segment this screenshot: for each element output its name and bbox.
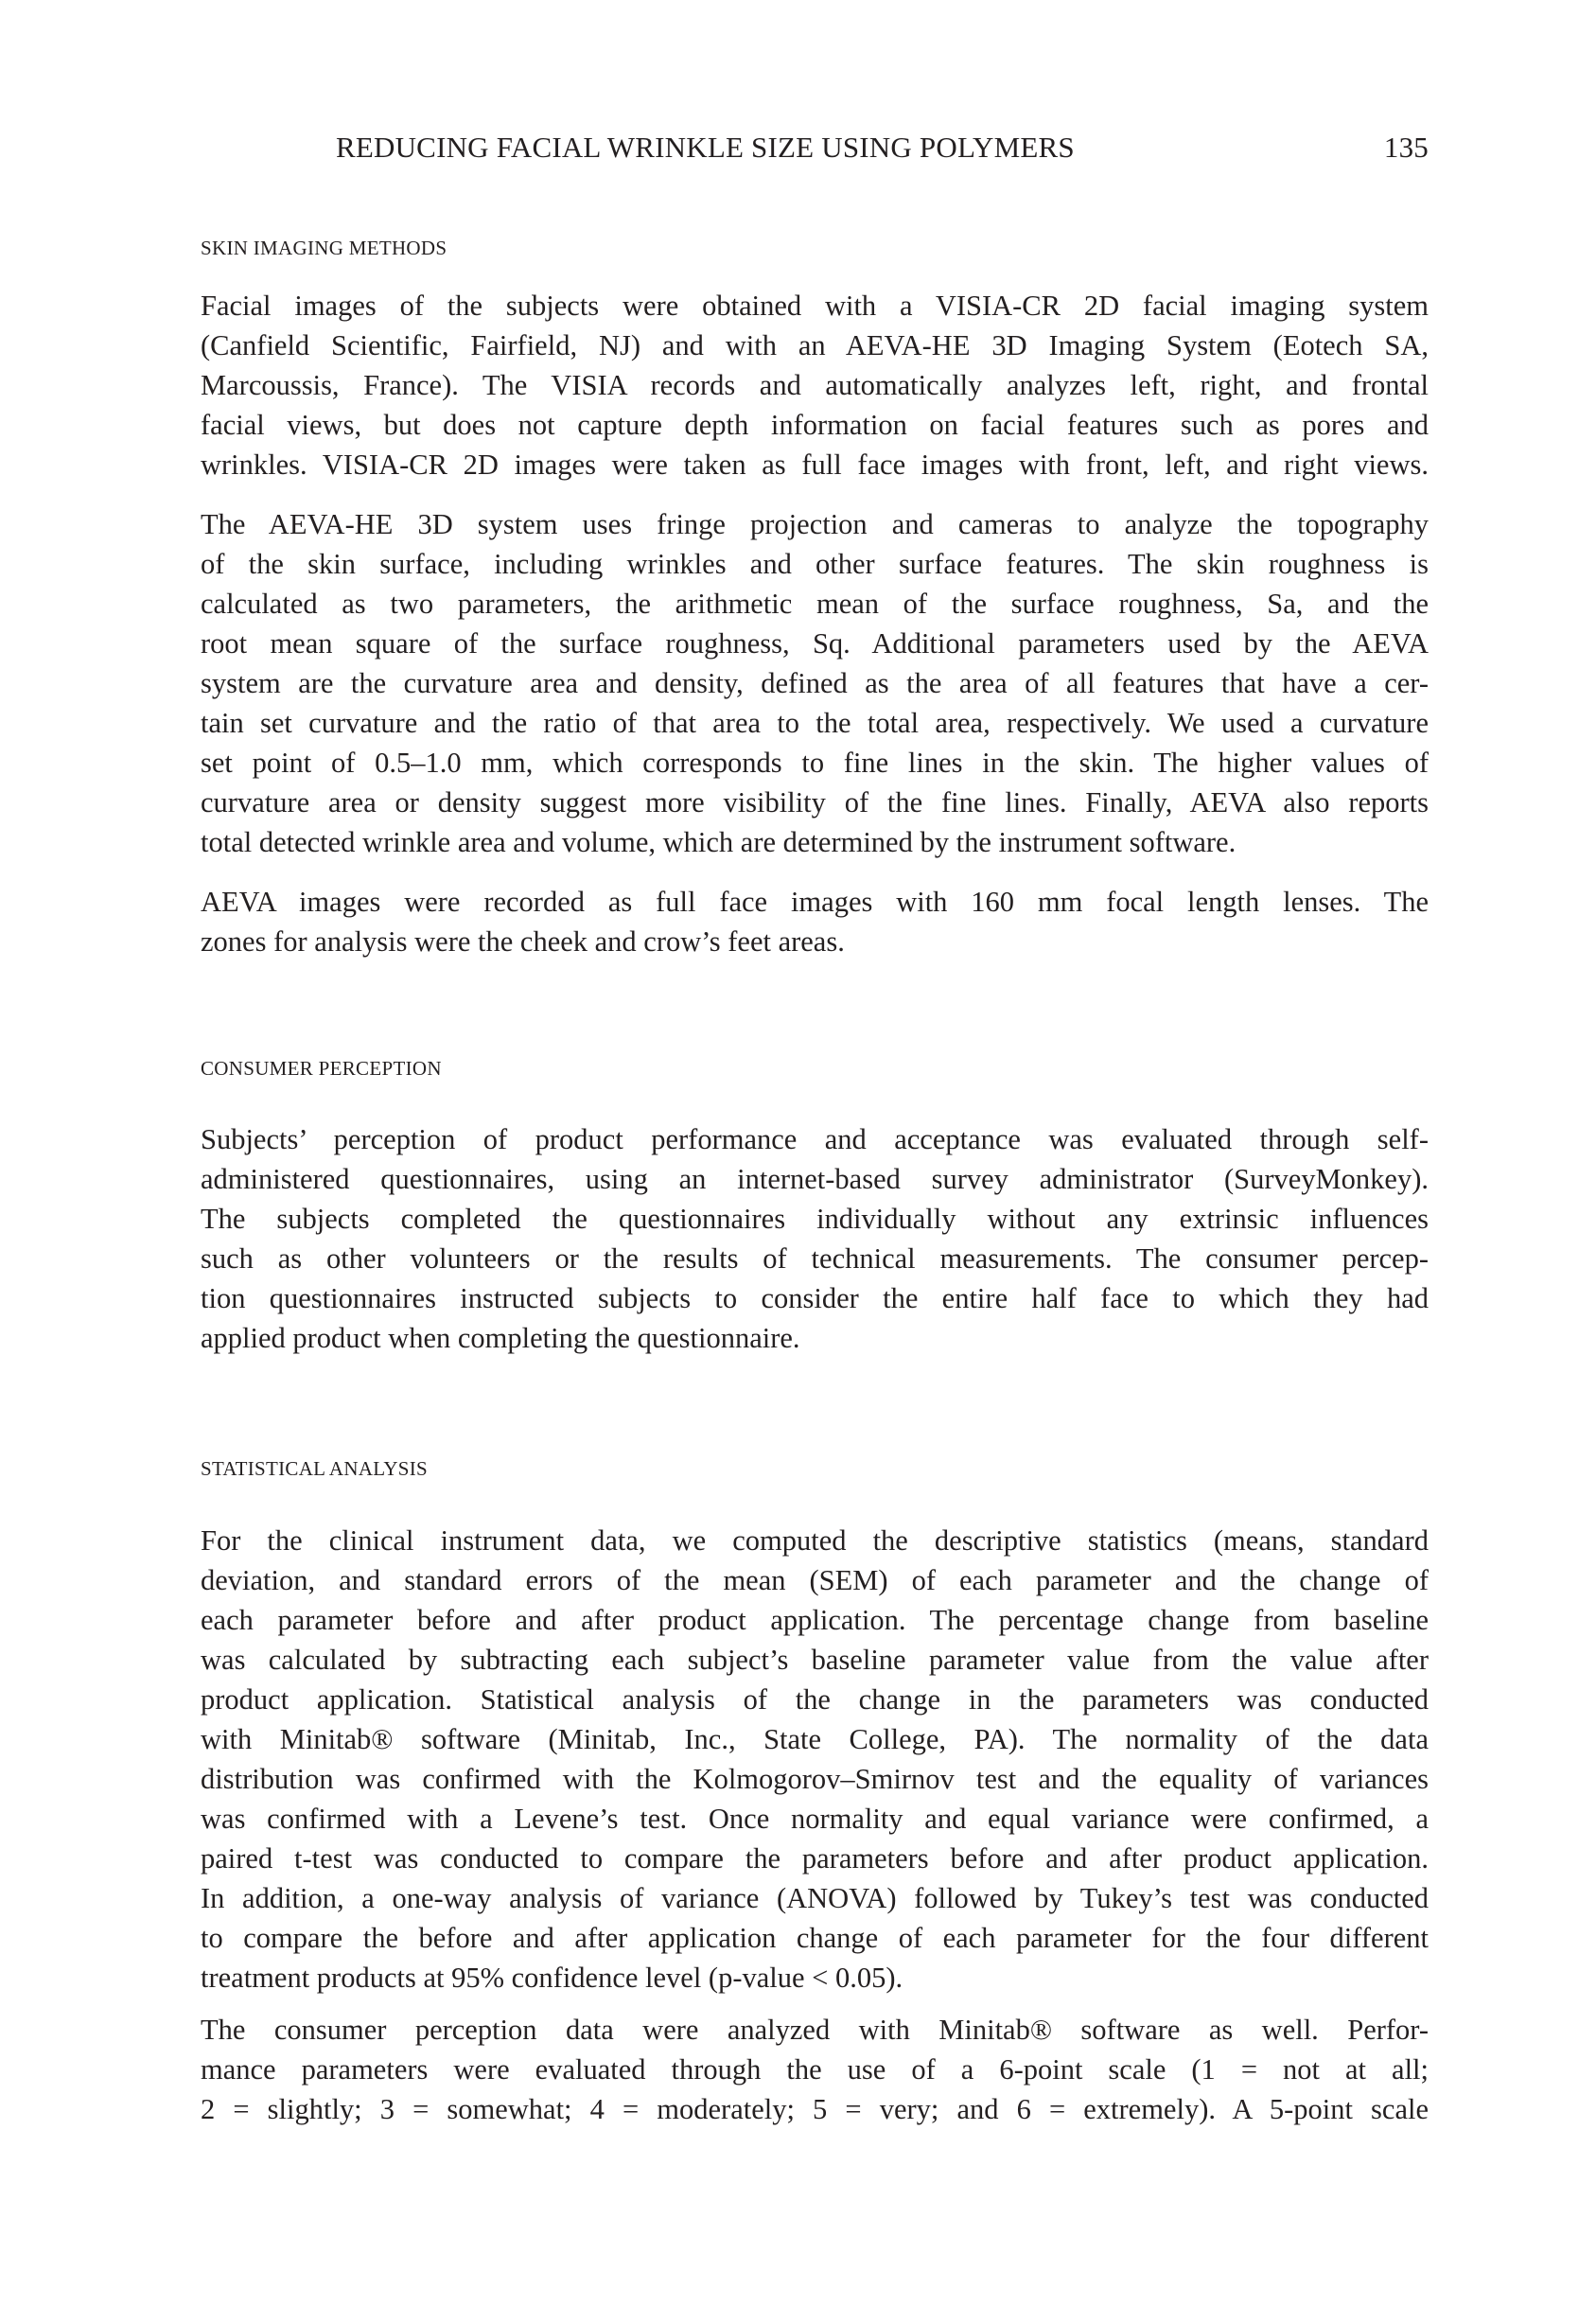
text-line: total detected wrinkle area and volume, which are determined by the instrument software.: [201, 826, 1236, 858]
text-line: such as other volunteers or the results of technical measurements. The consumer percep-: [201, 1242, 1429, 1275]
text-line: wrinkles. VISIA-CR 2D images were taken as full face images with front, left, and right views.: [201, 449, 1429, 481]
text-line: each parameter before and after product application. The percentage change from baseline: [201, 1604, 1429, 1636]
text-line: Subjects’ perception of product performance and acceptance was evaluated through self-: [201, 1123, 1429, 1155]
text-line: administered questionnaires, using an internet-based survey administrator (SurveyMonkey).: [201, 1163, 1429, 1195]
text-line: product application. Statistical analysis of the change in the parameters was conducted: [201, 1683, 1429, 1716]
text-line: (Canfield Scientific, Fairfield, NJ) and with an AEVA-HE 3D Imaging System (Eotech SA,: [201, 329, 1429, 361]
text-line: facial views, but does not capture depth information on facial features such as pores and: [201, 409, 1429, 441]
page-number: 135: [1383, 131, 1429, 164]
paragraph-skin-imaging-3: [201, 882, 1429, 961]
paragraph-statistical-analysis-1: [201, 1521, 1429, 1998]
text-line: deviation, and standard errors of the mean (SEM) of each parameter and the change of: [201, 1564, 1429, 1596]
running-head-title: REDUCING FACIAL WRINKLE SIZE USING POLYMERS: [336, 131, 1075, 164]
text-line: paired t-test was conducted to compare the parameters before and after product application.: [201, 1842, 1429, 1875]
text-line: In addition, a one-way analysis of variance (ANOVA) followed by Tukey’s test was conducted: [201, 1882, 1429, 1914]
text-line: of the skin surface, including wrinkles and other surface features. The skin roughness is: [201, 548, 1429, 580]
text-line: distribution was confirmed with the Kolmogorov–Smirnov test and the equality of variances: [201, 1763, 1429, 1795]
text-line: was calculated by subtracting each subject’s baseline parameter value from the value after: [201, 1644, 1429, 1676]
text-line: 2 = slightly; 3 = somewhat; 4 = moderately; 5 = very; and 6 = extremely). A 5-point scale: [201, 2093, 1429, 2125]
text-line: tain set curvature and the ratio of that area to the total area, respectively. We used a curvature: [201, 707, 1429, 739]
text-line: set point of 0.5–1.0 mm, which corresponds to fine lines in the skin. The higher values of: [201, 747, 1429, 779]
paragraph-skin-imaging-1: [201, 286, 1429, 484]
paragraph-consumer-perception: [201, 1119, 1429, 1358]
text-line: AEVA images were recorded as full face images with 160 mm focal length lenses. The: [201, 886, 1429, 918]
text-line: The AEVA-HE 3D system uses fringe projection and cameras to analyze the topography: [201, 508, 1429, 540]
text-line: system are the curvature area and density, defined as the area of all features that have a cer-: [201, 667, 1429, 699]
paragraph-statistical-analysis-2: [201, 2010, 1429, 2129]
text-line: mance parameters were evaluated through the use of a 6-point scale (1 = not at all;: [201, 2053, 1429, 2086]
text-line: The consumer perception data were analyzed with Minitab® software as well. Perfor-: [201, 2014, 1429, 2046]
section-heading-statistical-analysis: STATISTICAL ANALYSIS: [201, 1457, 429, 1480]
text-line: Marcoussis, France). The VISIA records and automatically analyzes left, right, and frontal: [201, 369, 1429, 401]
section-heading-consumer-perception: CONSUMER PERCEPTION: [201, 1057, 442, 1080]
text-line: curvature area or density suggest more visibility of the fine lines. Finally, AEVA also reports: [201, 786, 1429, 819]
text-line: tion questionnaires instructed subjects to consider the entire half face to which they had: [201, 1282, 1429, 1314]
text-line: calculated as two parameters, the arithmetic mean of the surface roughness, Sa, and the: [201, 588, 1429, 620]
text-line: Facial images of the subjects were obtained with a VISIA-CR 2D facial imaging system: [201, 290, 1429, 322]
text-line: to compare the before and after application change of each parameter for the four different: [201, 1922, 1429, 1954]
section-heading-skin-imaging: SKIN IMAGING METHODS: [201, 237, 447, 259]
text-line: with Minitab® software (Minitab, Inc., State College, PA). The normality of the data: [201, 1723, 1429, 1755]
text-line: was confirmed with a Levene’s test. Once normality and equal variance were confirmed, a: [201, 1803, 1429, 1835]
text-line: applied product when completing the questionnaire.: [201, 1322, 800, 1354]
text-line: zones for analysis were the cheek and crow’s feet areas.: [201, 925, 845, 958]
text-line: root mean square of the surface roughness, Sq. Additional parameters used by the AEVA: [201, 627, 1429, 660]
text-line: The subjects completed the questionnaires individually without any extrinsic influences: [201, 1203, 1429, 1235]
running-head: [336, 131, 1429, 168]
text-line: For the clinical instrument data, we computed the descriptive statistics (means, standard: [201, 1524, 1429, 1557]
text-line: treatment products at 95% confidence level (p-value < 0.05).: [201, 1962, 903, 1994]
paragraph-skin-imaging-2: [201, 504, 1429, 862]
